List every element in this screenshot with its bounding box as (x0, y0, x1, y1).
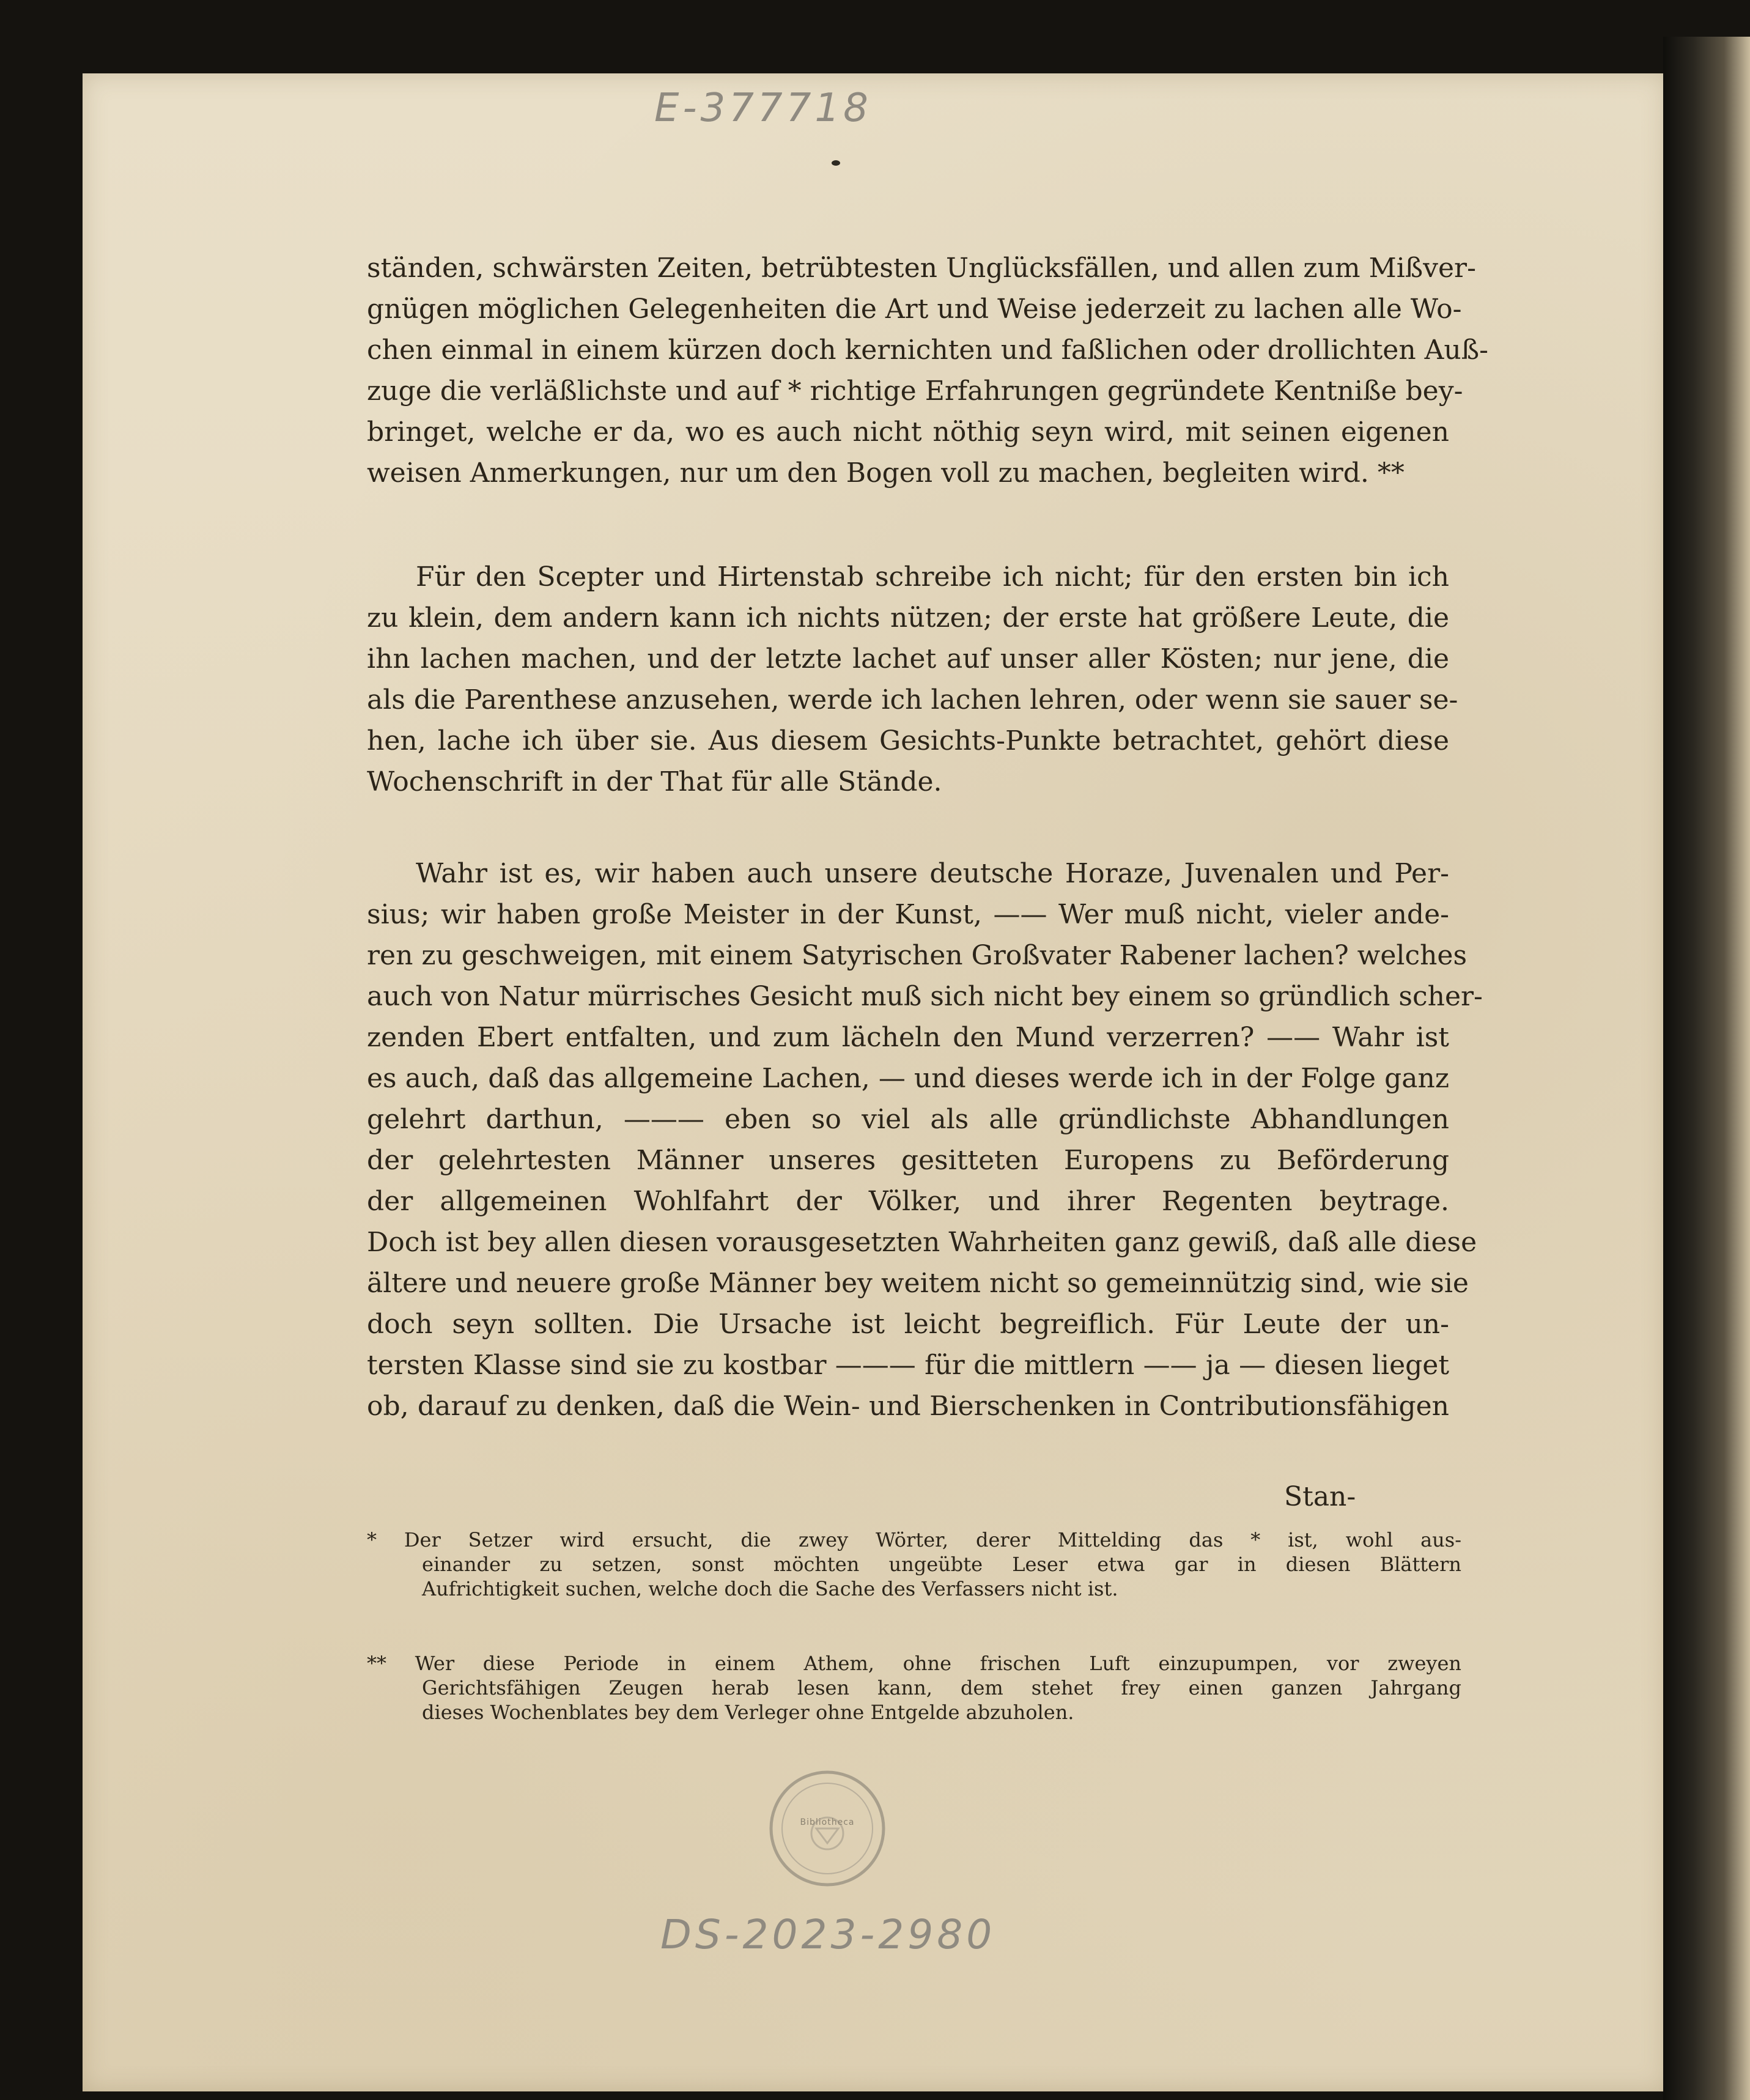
text-line: der allgemeinen Wohlfahrt der Völker, und ihrer Regenten beytrage. (367, 1186, 1449, 1217)
accession-number: E-377718 (654, 86, 872, 131)
text-line: tersten Klasse sind sie zu kostbar ——— für die mittlern —— ja — diesen lieget (367, 1350, 1449, 1381)
text-line: Doch ist bey allen diesen vorausgesetzten Wahrheiten ganz gewiß, daß alle diese (367, 1227, 1477, 1258)
shelfmark: DS-2023-2980 (660, 1911, 996, 1958)
text-line: doch seyn sollten. Die Ursache ist leicht begreiflich. Für Leute der un- (367, 1309, 1449, 1340)
text-line: ren zu geschweigen, mit einem Satyrischen Großvater Rabener lachen? welches (367, 940, 1468, 971)
stamp-text: Bibliotheca (800, 1817, 855, 1827)
text-line: chen einmal in einem kürzen doch kernichten und faßlichen oder drollichten Auß- (367, 335, 1489, 366)
text-line: als die Parenthese anzusehen, werde ich lachen lehren, oder wenn sie sauer se- (367, 684, 1458, 715)
text-line: ständen, schwärsten Zeiten, betrübtesten Unglücksfällen, und allen zum Mißver- (367, 253, 1476, 284)
text-line: bringet, welche er da, wo es auch nicht nöthig seyn wird, mit seinen eigenen (367, 416, 1449, 448)
text-line: hen, lache ich über sie. Aus diesem Gesichts-Punkte betrachtet, gehört diese (367, 725, 1449, 756)
paragraph-3 (367, 853, 1483, 1427)
footnote-line (367, 1651, 1461, 1676)
text-line: zu klein, dem andern kann ich nichts nützen; der erste hat größere Leute, die (367, 602, 1449, 634)
text-line: gnügen möglichen Gelegenheiten die Art und Weise jederzeit zu lachen alle Wo- (367, 294, 1462, 325)
text-line: Wahr ist es, wir haben auch unsere deutsche Horaze, Juvenalen und Per- (416, 858, 1449, 889)
text-line: es auch, daß das allgemeine Lachen, — und dieses werde ich in der Folge ganz (367, 1063, 1449, 1094)
footnote-line: einander zu setzen, sonst möchten ungeübte Leser etwa gar in diesen Blättern (422, 1553, 1461, 1576)
footnote-line (367, 1528, 1461, 1552)
footnote-1 (367, 1528, 1461, 1601)
footnote-text: Der Setzer wird ersucht, die zwey Wörter, derer Mittelding das * ist, wohl aus- (404, 1528, 1462, 1551)
book-gutter (1663, 37, 1750, 2100)
text-line: weisen Anmerkungen, nur um den Bogen voll zu machen, begleiten wird. ** (367, 457, 1405, 489)
text-line: auch von Natur mürrisches Gesicht muß sich nicht bey einem so gründlich scher- (367, 981, 1483, 1012)
catchword: Stan- (1284, 1481, 1356, 1512)
text-line: zuge die verläßlichste und auf * richtige Erfahrungen gegründete Kentniße bey- (367, 375, 1463, 407)
footnote-line: Gerichtsfähigen Zeugen herab lesen kann, dem stehet frey einen ganzen Jahrgang (422, 1676, 1461, 1699)
footnote-line: dieses Wochenblates bey dem Verleger ohne Entgelde abzuholen. (422, 1701, 1074, 1724)
text-line: ältere und neuere große Männer bey weitem nicht so gemeinnützig sind, wie sie (367, 1268, 1469, 1299)
paragraph-2 (367, 556, 1458, 802)
text-line: Für den Scepter und Hirtenstab schreibe ich nicht; für den ersten bin ich (416, 561, 1449, 593)
footnote-marker: ** (367, 1652, 386, 1675)
footnote-2 (367, 1651, 1461, 1725)
footnote-line: Aufrichtigkeit suchen, welche doch die Sache des Verfassers nicht ist. (422, 1577, 1118, 1600)
text-line: ihn lachen machen, und der letzte lachet auf unser aller Kösten; nur jene, die (367, 643, 1449, 675)
paragraph-1 (367, 248, 1489, 494)
library-stamp-icon (766, 1767, 888, 1890)
text-line: Wochenschrift in der That für alle Stände. (367, 766, 942, 797)
text-line: zenden Ebert entfalten, und zum lächeln den Mund verzerren? —— Wahr ist (367, 1022, 1449, 1053)
text-line: ob, darauf zu denken, daß die Wein- und Bierschenken in Contributionsfähigen (367, 1391, 1449, 1422)
text-line: der gelehrtesten Männer unseres gesitteten Europens zu Beförderung (367, 1145, 1449, 1176)
text-line: gelehrt darthun, ——— eben so viel als alle gründlichste Abhandlungen (367, 1104, 1449, 1135)
footnote-marker: * (367, 1528, 377, 1551)
text-line: sius; wir haben große Meister in der Kunst, —— Wer muß nicht, vieler ande- (367, 899, 1449, 930)
ink-speck (832, 160, 840, 166)
footnote-text: Wer diese Periode in einem Athem, ohne frischen Luft einzupumpen, vor zweyen (415, 1652, 1462, 1675)
